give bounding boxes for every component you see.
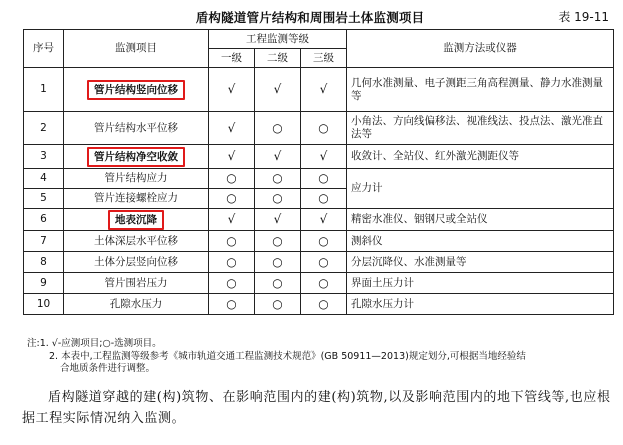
row-level-2: ○: [255, 273, 301, 294]
row-level-3: ○: [301, 294, 347, 315]
row-item: 地表沉降: [115, 213, 157, 226]
table-notes: [27, 338, 612, 376]
row-seq: 6: [24, 209, 64, 231]
row-level-1: ○: [209, 231, 255, 252]
row-item: 土体分层竖向位移: [64, 252, 209, 273]
row-method: 收敛计、全站仪、红外激光测距仪等: [347, 145, 614, 169]
row-item-cell: [64, 68, 209, 112]
table-row: [24, 169, 614, 189]
row-item-cell: [64, 145, 209, 169]
monitoring-table: [23, 29, 614, 315]
header-method: 监测方法或仪器: [347, 30, 614, 68]
row-item: 管片结构净空收敛: [94, 150, 178, 163]
row-level-3: √: [301, 209, 347, 231]
header-level-2: 二级: [255, 49, 301, 68]
body-paragraph: 盾构隧道穿越的建(构)筑物、在影响范围内的建(构)筑物,以及影响范围内的地下管线等,也应根据工程实际情况纳入监测。: [22, 390, 611, 426]
row-level-1: √: [209, 145, 255, 169]
row-item: 土体深层水平位移: [64, 231, 209, 252]
row-level-2: ○: [255, 189, 301, 209]
row-level-1: ○: [209, 294, 255, 315]
table-row: [24, 252, 614, 273]
row-seq: 2: [24, 112, 64, 145]
row-method: 小角法、方向线偏移法、视准线法、投点法、激光准直法等: [347, 112, 614, 145]
row-seq: 7: [24, 231, 64, 252]
row-seq: 3: [24, 145, 64, 169]
row-method: 应力计: [347, 169, 614, 209]
highlight-box: [87, 147, 185, 167]
row-method: 分层沉降仪、水准测量等: [347, 252, 614, 273]
row-level-2: ○: [255, 169, 301, 189]
row-level-2: √: [255, 209, 301, 231]
table-row: [24, 68, 614, 112]
row-item: 管片连接螺栓应力: [64, 189, 209, 209]
row-level-3: ○: [301, 112, 347, 145]
row-seq: 4: [24, 169, 64, 189]
row-level-3: ○: [301, 273, 347, 294]
row-level-2: ○: [255, 231, 301, 252]
row-level-2: ○: [255, 112, 301, 145]
row-level-3: ○: [301, 252, 347, 273]
row-level-3: ○: [301, 189, 347, 209]
row-level-1: ○: [209, 169, 255, 189]
row-seq: 5: [24, 189, 64, 209]
row-level-2: √: [255, 145, 301, 169]
row-level-1: √: [209, 209, 255, 231]
row-level-1: ○: [209, 273, 255, 294]
row-item: 管片围岩压力: [64, 273, 209, 294]
header-level-3: 三级: [301, 49, 347, 68]
highlight-box: [108, 210, 164, 230]
row-item-cell: [64, 209, 209, 231]
table-row: [24, 145, 614, 169]
row-level-3: ○: [301, 231, 347, 252]
row-item: 管片结构水平位移: [64, 112, 209, 145]
row-method: 几何水准测量、电子测距三角高程测量、静力水准测量等: [347, 68, 614, 112]
row-item: 管片结构应力: [64, 169, 209, 189]
row-method: 孔隙水压力计: [347, 294, 614, 315]
row-item: 管片结构竖向位移: [94, 83, 178, 96]
row-level-3: ○: [301, 169, 347, 189]
row-method: 界面土压力计: [347, 273, 614, 294]
table-number: 表 19-11: [558, 10, 609, 24]
row-level-1: √: [209, 68, 255, 112]
header-item: 监测项目: [64, 30, 209, 68]
row-seq: 10: [24, 294, 64, 315]
row-level-2: ○: [255, 294, 301, 315]
note-line-3: 合地质条件进行调整。: [60, 363, 156, 374]
highlight-box: [87, 80, 185, 100]
table-row: [24, 112, 614, 145]
row-level-2: √: [255, 68, 301, 112]
row-item: 孔隙水压力: [64, 294, 209, 315]
row-seq: 9: [24, 273, 64, 294]
title-row: [0, 8, 623, 26]
row-seq: 8: [24, 252, 64, 273]
row-level-1: √: [209, 112, 255, 145]
note-line-1: 注:1. √-应测项目;○-选测项目。: [27, 338, 162, 349]
row-level-1: ○: [209, 189, 255, 209]
table-title: 盾构隧道管片结构和周围岩土体监测项目: [195, 10, 425, 25]
row-level-1: ○: [209, 252, 255, 273]
table-row: [24, 231, 614, 252]
row-method: 精密水准仪、铟钢尺或全站仪: [347, 209, 614, 231]
row-level-3: √: [301, 68, 347, 112]
row-level-3: √: [301, 145, 347, 169]
header-level-group: 工程监测等级: [209, 30, 347, 49]
header-seq: 序号: [24, 30, 64, 68]
table-row: [24, 273, 614, 294]
header-level-1: 一级: [209, 49, 255, 68]
row-level-2: ○: [255, 252, 301, 273]
note-line-2: 2. 本表中,工程监测等级参考《城市轨道交通工程监测技术规范》(GB 50911—2013)规定划分,可根据当地经验结: [49, 350, 526, 362]
row-seq: 1: [24, 68, 64, 112]
table-row: [24, 209, 614, 231]
row-method: 测斜仪: [347, 231, 614, 252]
table-row: [24, 294, 614, 315]
